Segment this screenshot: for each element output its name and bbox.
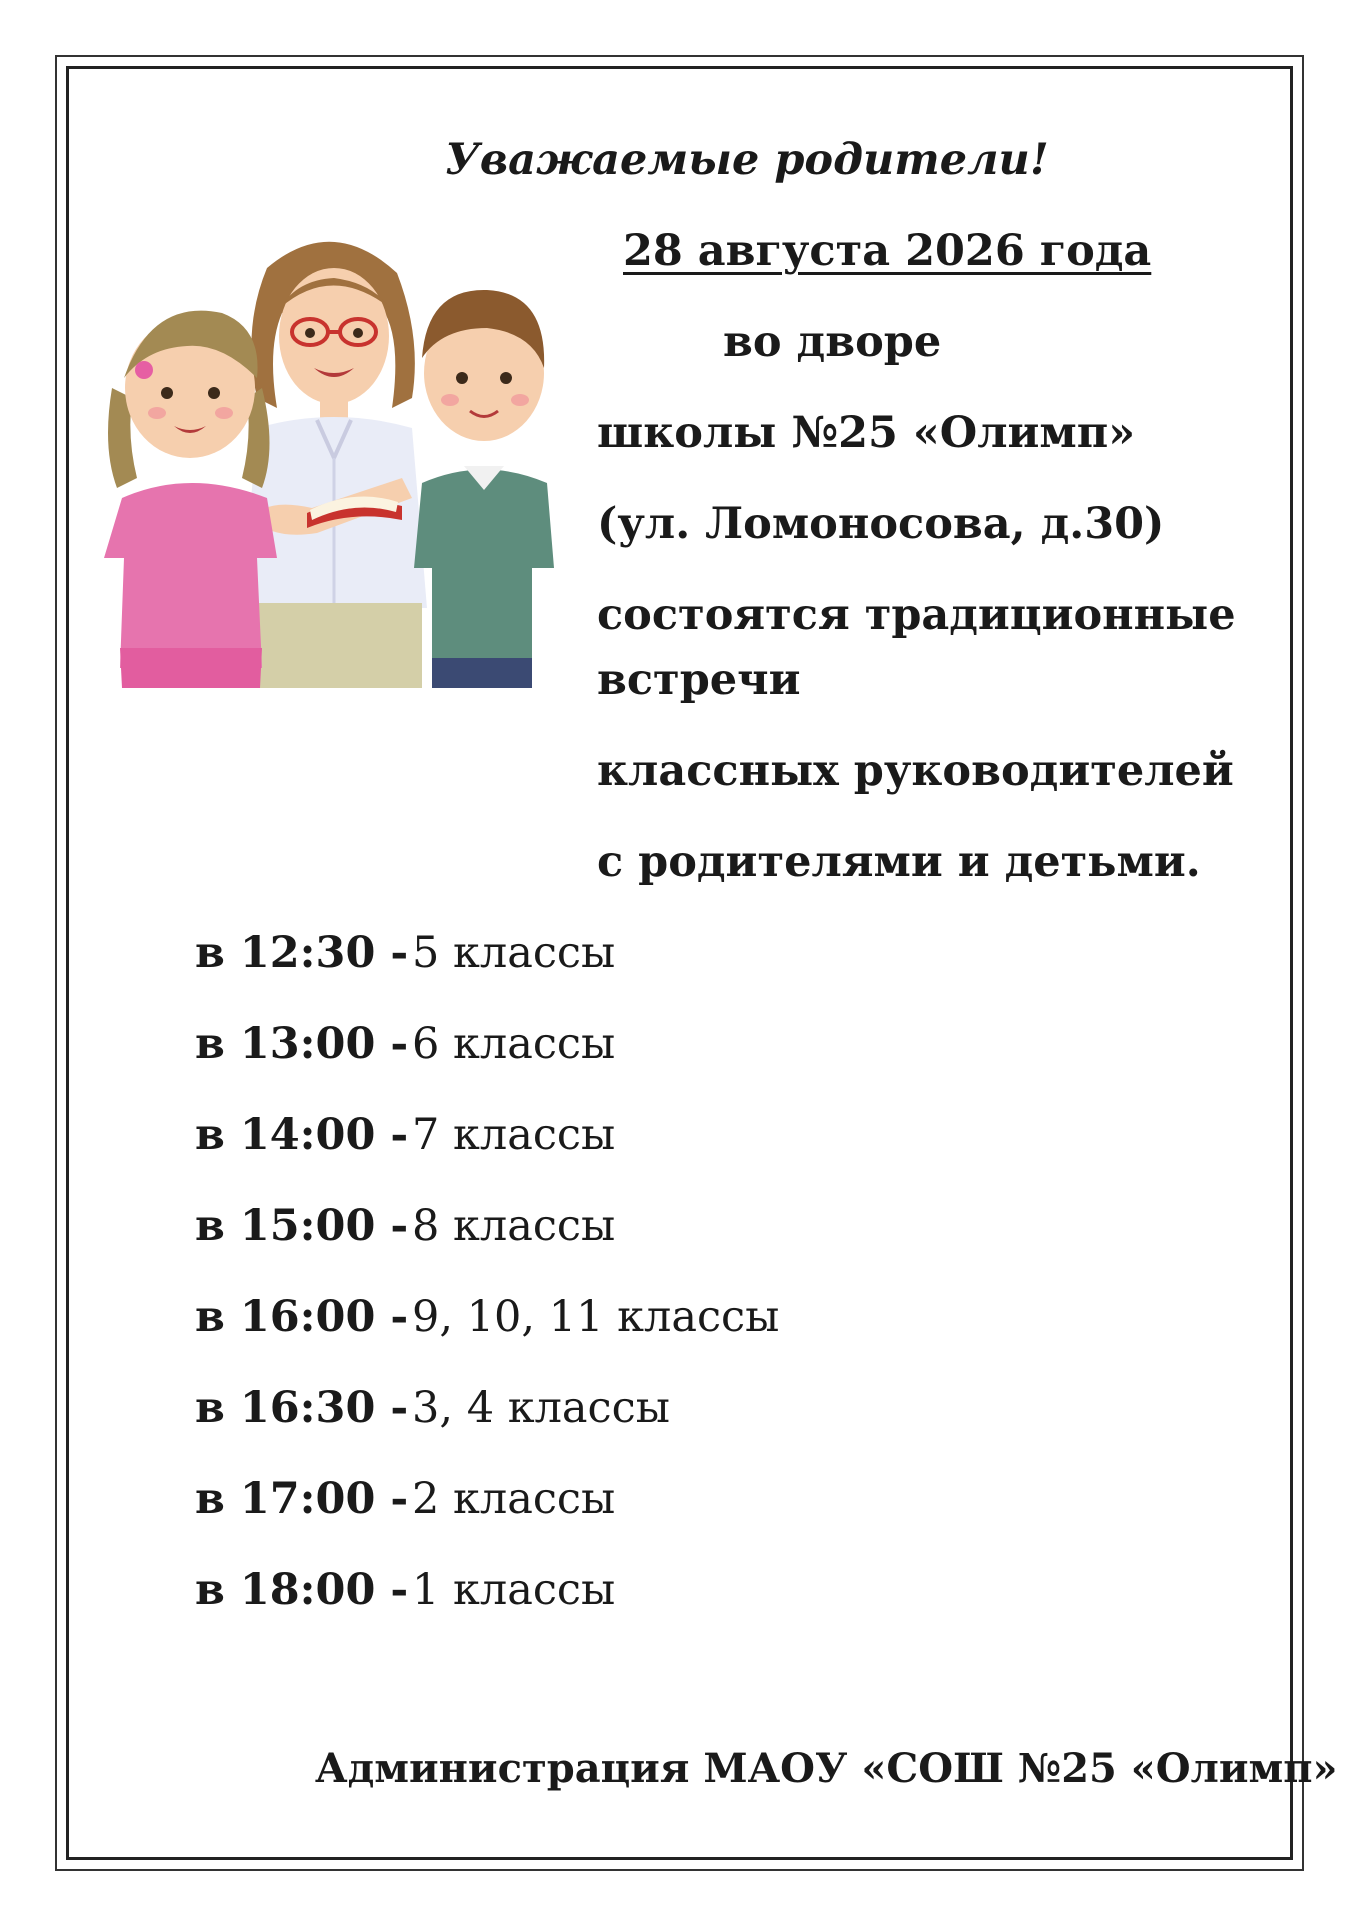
event-line-1: состоятся традиционные — [597, 590, 1236, 640]
schedule-time: в 12:30 - — [195, 928, 409, 978]
place-line-2: школы №25 «Олимп» — [597, 408, 1136, 458]
schedule-classes: 8 классы — [412, 1201, 616, 1251]
schedule-time: в 18:00 - — [195, 1565, 409, 1615]
event-line-2: встречи — [597, 655, 801, 705]
schedule-classes: 7 классы — [412, 1110, 616, 1160]
greeting-heading: Уважаемые родители! — [445, 135, 1049, 185]
schedule-classes: 9, 10, 11 классы — [412, 1292, 780, 1342]
schedule-row — [195, 1476, 779, 1567]
schedule-row — [195, 1385, 779, 1476]
teacher-with-children-icon — [92, 228, 562, 688]
schedule-classes: 2 классы — [412, 1474, 616, 1524]
schedule-time: в 15:00 - — [195, 1201, 409, 1251]
schedule-row — [195, 1567, 779, 1658]
schedule-row — [195, 1203, 779, 1294]
schedule-time: в 16:00 - — [195, 1292, 409, 1342]
schedule-row — [195, 930, 779, 1021]
signature-line: Администрация МАОУ «СОШ №25 «Олимп» — [315, 1745, 1338, 1792]
place-line-1: во дворе — [723, 317, 942, 367]
event-date: 28 августа 2026 года — [623, 226, 1152, 276]
boy-figure-icon — [414, 290, 554, 688]
girl-figure-icon — [104, 311, 277, 688]
address-line: (ул. Ломоносова, д.30) — [597, 499, 1165, 549]
schedule-list — [195, 930, 779, 1658]
schedule-classes: 6 классы — [412, 1019, 616, 1069]
schedule-classes: 5 классы — [412, 928, 616, 978]
schedule-time: в 14:00 - — [195, 1110, 409, 1160]
schedule-row — [195, 1112, 779, 1203]
schedule-time: в 16:30 - — [195, 1383, 409, 1433]
event-line-4: с родителями и детьми. — [597, 837, 1201, 887]
schedule-row — [195, 1294, 779, 1385]
schedule-row — [195, 1021, 779, 1112]
schedule-time: в 17:00 - — [195, 1474, 409, 1524]
schedule-classes: 1 классы — [412, 1565, 616, 1615]
event-line-3: классных руководителей — [597, 746, 1234, 796]
schedule-classes: 3, 4 классы — [412, 1383, 670, 1433]
schedule-time: в 13:00 - — [195, 1019, 409, 1069]
teacher-figure-icon — [242, 242, 427, 688]
